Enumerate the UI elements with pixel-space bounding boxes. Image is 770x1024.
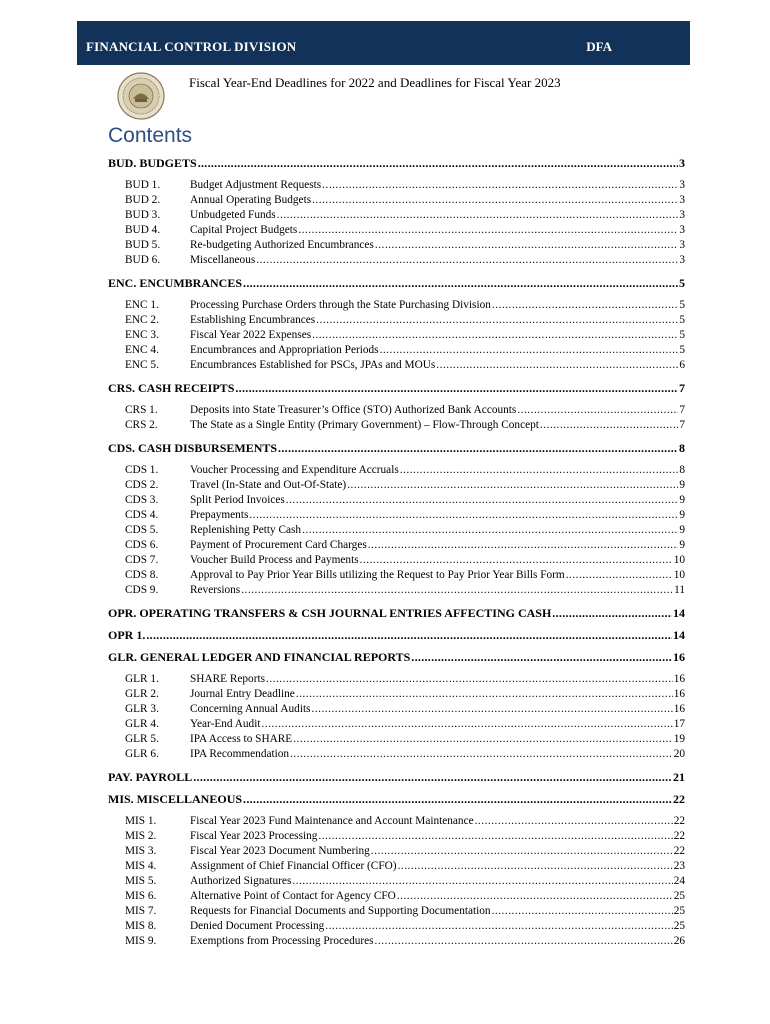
toc-page-number: 20	[673, 748, 685, 760]
toc-item-code: CDS 8.	[125, 569, 159, 581]
toc-page-number: 22	[673, 815, 685, 827]
toc-subsection-entry[interactable]	[108, 539, 685, 554]
toc-subsection-entry[interactable]	[108, 673, 685, 688]
toc-section-entry[interactable]	[108, 628, 685, 643]
toc-item-title: Authorized Signatures	[190, 875, 292, 887]
toc-leader-dots	[266, 673, 673, 685]
toc-leader-dots	[290, 748, 673, 760]
toc-item-title: Assignment of Chief Financial Officer (CFO)	[190, 860, 397, 872]
toc-page-number: 22	[673, 830, 685, 842]
toc-leader-dots	[312, 703, 673, 715]
toc-leader-dots	[249, 509, 678, 521]
toc-item-code: BUD 5.	[125, 239, 161, 251]
toc-item-title: Voucher Processing and Expenditure Accruals	[190, 464, 399, 476]
toc-item-title: Year-End Audit	[190, 718, 261, 730]
toc-leader-dots	[316, 314, 678, 326]
toc-item-code: CRS 2.	[125, 419, 158, 431]
toc-subsection-entry[interactable]	[108, 815, 685, 830]
toc-page-number: 22	[673, 792, 685, 806]
toc-item-code: ENC 5.	[125, 359, 159, 371]
toc-page-number: 3	[679, 179, 685, 191]
toc-leader-dots	[375, 935, 673, 947]
toc-leader-dots	[347, 479, 678, 491]
toc-subsection-entry[interactable]	[108, 239, 685, 254]
toc-page-number: 14	[673, 628, 685, 642]
toc-subsection-entry[interactable]	[108, 920, 685, 935]
toc-section-entry[interactable]	[108, 156, 685, 171]
toc-item-title: Encumbrances Established for PSCs, JPAs and MOUs	[190, 359, 436, 371]
contents-heading: Contents	[108, 124, 193, 147]
toc-leader-dots	[371, 845, 673, 857]
toc-item-code: CDS 4.	[125, 509, 159, 521]
agency-abbreviation: DFA	[586, 39, 612, 54]
toc-leader-dots	[475, 815, 673, 827]
toc-item-title: Miscellaneous	[190, 254, 256, 266]
toc-page-number: 25	[673, 905, 685, 917]
toc-item-title: Alternative Point of Contact for Agency CFO	[190, 890, 396, 902]
toc-item-title: Unbudgeted Funds	[190, 209, 276, 221]
toc-item-code: GLR 4.	[125, 718, 159, 730]
toc-page-number: 26	[673, 935, 685, 947]
toc-page-number: 24	[673, 875, 685, 887]
toc-item-title: Exemptions from Processing Procedures	[190, 935, 374, 947]
toc-page-number: 25	[673, 920, 685, 932]
toc-page-number: 5	[679, 276, 685, 290]
toc-page-number: 3	[679, 156, 685, 170]
toc-subsection-entry[interactable]	[108, 748, 685, 763]
state-seal-logo	[117, 72, 165, 120]
toc-leader-dots	[398, 860, 673, 872]
toc-leader-dots	[298, 224, 678, 236]
toc-section-title: CDS. CASH DISBURSEMENTS	[108, 441, 278, 455]
toc-item-title: Fiscal Year 2022 Expenses	[190, 329, 312, 341]
toc-subsection-entry[interactable]	[108, 845, 685, 860]
toc-item-code: GLR 3.	[125, 703, 159, 715]
toc-item-title: Requests for Financial Documents and Supporting Documentation	[190, 905, 491, 917]
toc-leader-dots	[436, 359, 678, 371]
toc-subsection-entry[interactable]	[108, 209, 685, 224]
toc-leader-dots	[397, 890, 673, 902]
toc-page-number: 9	[679, 479, 685, 491]
toc-item-title: Fiscal Year 2023 Processing	[190, 830, 318, 842]
toc-page-number: 9	[679, 539, 685, 551]
toc-item-code: GLR 1.	[125, 673, 159, 685]
toc-item-title: Annual Operating Budgets	[190, 194, 312, 206]
toc-leader-dots	[325, 920, 672, 932]
toc-subsection-entry[interactable]	[108, 569, 685, 584]
toc-page-number: 6	[679, 359, 685, 371]
toc-leader-dots	[380, 344, 679, 356]
toc-item-code: MIS 1.	[125, 815, 157, 827]
toc-item-title: Voucher Build Process and Payments	[190, 554, 359, 566]
toc-section-title: PAY. PAYROLL	[108, 770, 193, 784]
toc-section-entry[interactable]	[108, 792, 685, 807]
toc-item-title: Processing Purchase Orders through the State Purchasing Division	[190, 299, 491, 311]
toc-page-number: 17	[673, 718, 685, 730]
toc-item-code: BUD 1.	[125, 179, 161, 191]
toc-page-number: 10	[673, 569, 685, 581]
toc-page-number: 16	[673, 673, 685, 685]
toc-item-title: Re-budgeting Authorized Encumbrances	[190, 239, 374, 251]
toc-item-title: Replenishing Petty Cash	[190, 524, 302, 536]
toc-item-title: Denied Document Processing	[190, 920, 325, 932]
toc-subsection-entry[interactable]	[108, 688, 685, 703]
toc-leader-dots	[243, 276, 678, 291]
toc-item-code: ENC 1.	[125, 299, 159, 311]
toc-leader-dots	[411, 650, 672, 665]
toc-subsection-entry[interactable]	[108, 860, 685, 875]
toc-page-number: 7	[679, 419, 685, 431]
toc-item-title: IPA Access to SHARE	[190, 733, 293, 745]
toc-leader-dots	[293, 733, 672, 745]
toc-page-number: 16	[673, 688, 685, 700]
toc-subsection-entry[interactable]	[108, 419, 685, 434]
toc-subsection-entry[interactable]	[108, 509, 685, 524]
toc-subsection-entry[interactable]	[108, 464, 685, 479]
toc-page-number: 3	[679, 209, 685, 221]
toc-page-number: 3	[679, 239, 685, 251]
toc-leader-dots	[243, 792, 672, 807]
toc-leader-dots	[198, 156, 678, 171]
toc-item-code: GLR 2.	[125, 688, 159, 700]
toc-item-title: Encumbrances and Appropriation Periods	[190, 344, 379, 356]
toc-leader-dots	[517, 404, 678, 416]
toc-subsection-entry[interactable]	[108, 479, 685, 494]
toc-section-entry[interactable]	[108, 381, 685, 396]
toc-item-title: Deposits into State Treasurer’s Office (STO) Authorized Bank Accounts	[190, 404, 517, 416]
header-bar	[77, 21, 690, 65]
toc-item-code: ENC 2.	[125, 314, 159, 326]
toc-leader-dots	[193, 770, 672, 785]
division-title: FINANCIAL CONTROL DIVISION	[86, 39, 297, 54]
toc-item-code: ENC 3.	[125, 329, 159, 341]
toc-section-title: OPR. OPERATING TRANSFERS & CSH JOURNAL ENTRIES AFFECTING CASH	[108, 606, 552, 620]
toc-item-code: CDS 9.	[125, 584, 159, 596]
toc-leader-dots	[375, 239, 679, 251]
toc-subsection-entry[interactable]	[108, 905, 685, 920]
toc-page-number: 14	[673, 606, 685, 620]
toc-leader-dots	[277, 209, 679, 221]
toc-leader-dots	[368, 539, 679, 551]
toc-item-code: MIS 8.	[125, 920, 157, 932]
toc-item-title: Fiscal Year 2023 Fund Maintenance and Account Maintenance	[190, 815, 474, 827]
toc-item-title: The State as a Single Entity (Primary Government) – Flow-Through Concept	[190, 419, 539, 431]
toc-leader-dots	[296, 688, 673, 700]
toc-item-title: Approval to Pay Prior Year Bills utilizing the Request to Pay Prior Year Bills Form	[190, 569, 565, 581]
toc-subsection-entry[interactable]	[108, 703, 685, 718]
toc-leader-dots	[318, 830, 672, 842]
toc-leader-dots	[235, 381, 678, 396]
toc-item-title: Payment of Procurement Card Charges	[190, 539, 367, 551]
toc-leader-dots	[241, 584, 673, 596]
toc-item-code: MIS 5.	[125, 875, 157, 887]
toc-page-number: 21	[673, 770, 685, 784]
toc-item-title: Fiscal Year 2023 Document Numbering	[190, 845, 370, 857]
toc-page-number: 5	[679, 314, 685, 326]
toc-section-entry[interactable]	[108, 770, 685, 785]
toc-page-number: 16	[673, 650, 685, 664]
toc-item-code: BUD 4.	[125, 224, 161, 236]
toc-page-number: 3	[679, 224, 685, 236]
toc-page-number: 11	[674, 584, 685, 596]
toc-item-title: IPA Recommendation	[190, 748, 290, 760]
toc-section-entry[interactable]	[108, 276, 685, 291]
toc-leader-dots	[256, 254, 678, 266]
toc-section-title: OPR 1.	[108, 628, 146, 642]
toc-section-entry[interactable]	[108, 441, 685, 456]
toc-page-number: 25	[673, 890, 685, 902]
toc-section-title: MIS. MISCELLANEOUS	[108, 792, 243, 806]
toc-subsection-entry[interactable]	[108, 359, 685, 374]
toc-item-title: Travel (In-State and Out-Of-State)	[190, 479, 347, 491]
toc-item-code: BUD 2.	[125, 194, 161, 206]
toc-leader-dots	[552, 606, 672, 621]
table-of-contents	[108, 156, 685, 950]
toc-item-code: BUD 3.	[125, 209, 161, 221]
toc-page-number: 8	[679, 441, 685, 455]
toc-page-number: 5	[679, 329, 685, 341]
toc-item-title: Reversions	[190, 584, 241, 596]
toc-item-code: GLR 6.	[125, 748, 159, 760]
toc-page-number: 19	[673, 733, 685, 745]
toc-leader-dots	[286, 494, 679, 506]
toc-leader-dots	[322, 179, 678, 191]
toc-subsection-entry[interactable]	[108, 254, 685, 269]
toc-leader-dots	[146, 628, 672, 643]
toc-item-code: MIS 6.	[125, 890, 157, 902]
toc-leader-dots	[566, 569, 673, 581]
toc-subsection-entry[interactable]	[108, 224, 685, 239]
toc-subsection-entry[interactable]	[108, 299, 685, 314]
toc-item-code: CRS 1.	[125, 404, 158, 416]
toc-section-title: ENC. ENCUMBRANCES	[108, 276, 243, 290]
toc-subsection-entry[interactable]	[108, 194, 685, 209]
toc-subsection-entry[interactable]	[108, 890, 685, 905]
toc-item-title: Prepayments	[190, 509, 249, 521]
toc-page-number: 7	[679, 404, 685, 416]
toc-item-code: CDS 1.	[125, 464, 159, 476]
toc-leader-dots	[278, 441, 678, 456]
toc-page-number: 16	[673, 703, 685, 715]
toc-item-title: Budget Adjustment Requests	[190, 179, 322, 191]
toc-page-number: 5	[679, 299, 685, 311]
toc-section-title: GLR. GENERAL LEDGER AND FINANCIAL REPORTS	[108, 650, 411, 664]
toc-subsection-entry[interactable]	[108, 329, 685, 344]
toc-section-title: CRS. CASH RECEIPTS	[108, 381, 235, 395]
toc-page-number: 23	[673, 860, 685, 872]
toc-item-code: CDS 3.	[125, 494, 159, 506]
toc-item-title: Establishing Encumbrances	[190, 314, 316, 326]
toc-section-title: BUD. BUDGETS	[108, 156, 197, 170]
toc-item-code: CDS 7.	[125, 554, 159, 566]
toc-leader-dots	[492, 905, 673, 917]
toc-page-number: 9	[679, 524, 685, 536]
toc-leader-dots	[312, 329, 678, 341]
toc-subsection-entry[interactable]	[108, 179, 685, 194]
toc-page-number: 5	[679, 344, 685, 356]
toc-page-number: 3	[679, 254, 685, 266]
toc-leader-dots	[492, 299, 678, 311]
toc-subsection-entry[interactable]	[108, 935, 685, 950]
toc-page-number: 7	[679, 381, 685, 395]
toc-subsection-entry[interactable]	[108, 404, 685, 419]
toc-subsection-entry[interactable]	[108, 875, 685, 890]
toc-subsection-entry[interactable]	[108, 344, 685, 359]
toc-item-code: GLR 5.	[125, 733, 159, 745]
toc-item-title: Journal Entry Deadline	[190, 688, 295, 700]
toc-item-code: MIS 3.	[125, 845, 157, 857]
document-subtitle: Fiscal Year-End Deadlines for 2022 and Deadlines for Fiscal Year 2023	[189, 75, 561, 90]
toc-item-code: MIS 9.	[125, 935, 157, 947]
toc-page-number: 3	[679, 194, 685, 206]
toc-item-code: BUD 6.	[125, 254, 161, 266]
toc-item-code: CDS 2.	[125, 479, 159, 491]
toc-page-number: 9	[679, 494, 685, 506]
toc-item-title: Concerning Annual Audits	[190, 703, 311, 715]
toc-section-entry[interactable]	[108, 650, 685, 665]
toc-item-code: MIS 4.	[125, 860, 157, 872]
toc-item-code: CDS 5.	[125, 524, 159, 536]
toc-subsection-entry[interactable]	[108, 718, 685, 733]
toc-subsection-entry[interactable]	[108, 830, 685, 845]
toc-subsection-entry[interactable]	[108, 733, 685, 748]
toc-item-code: MIS 2.	[125, 830, 157, 842]
toc-leader-dots	[312, 194, 678, 206]
toc-page-number: 9	[679, 509, 685, 521]
toc-leader-dots	[302, 524, 678, 536]
toc-item-title: Split Period Invoices	[190, 494, 285, 506]
toc-section-entry[interactable]	[108, 606, 685, 621]
toc-subsection-entry[interactable]	[108, 314, 685, 329]
toc-subsection-entry[interactable]	[108, 554, 685, 569]
toc-leader-dots	[292, 875, 672, 887]
toc-item-code: CDS 6.	[125, 539, 159, 551]
toc-subsection-entry[interactable]	[108, 584, 685, 599]
toc-item-title: SHARE Reports	[190, 673, 266, 685]
toc-item-title: Capital Project Budgets	[190, 224, 298, 236]
toc-subsection-entry[interactable]	[108, 494, 685, 509]
toc-item-code: MIS 7.	[125, 905, 157, 917]
toc-leader-dots	[400, 464, 679, 476]
toc-leader-dots	[540, 419, 678, 431]
toc-leader-dots	[360, 554, 673, 566]
toc-item-code: ENC 4.	[125, 344, 159, 356]
toc-page-number: 22	[673, 845, 685, 857]
toc-page-number: 10	[673, 554, 685, 566]
toc-page-number: 8	[679, 464, 685, 476]
toc-leader-dots	[261, 718, 672, 730]
toc-subsection-entry[interactable]	[108, 524, 685, 539]
